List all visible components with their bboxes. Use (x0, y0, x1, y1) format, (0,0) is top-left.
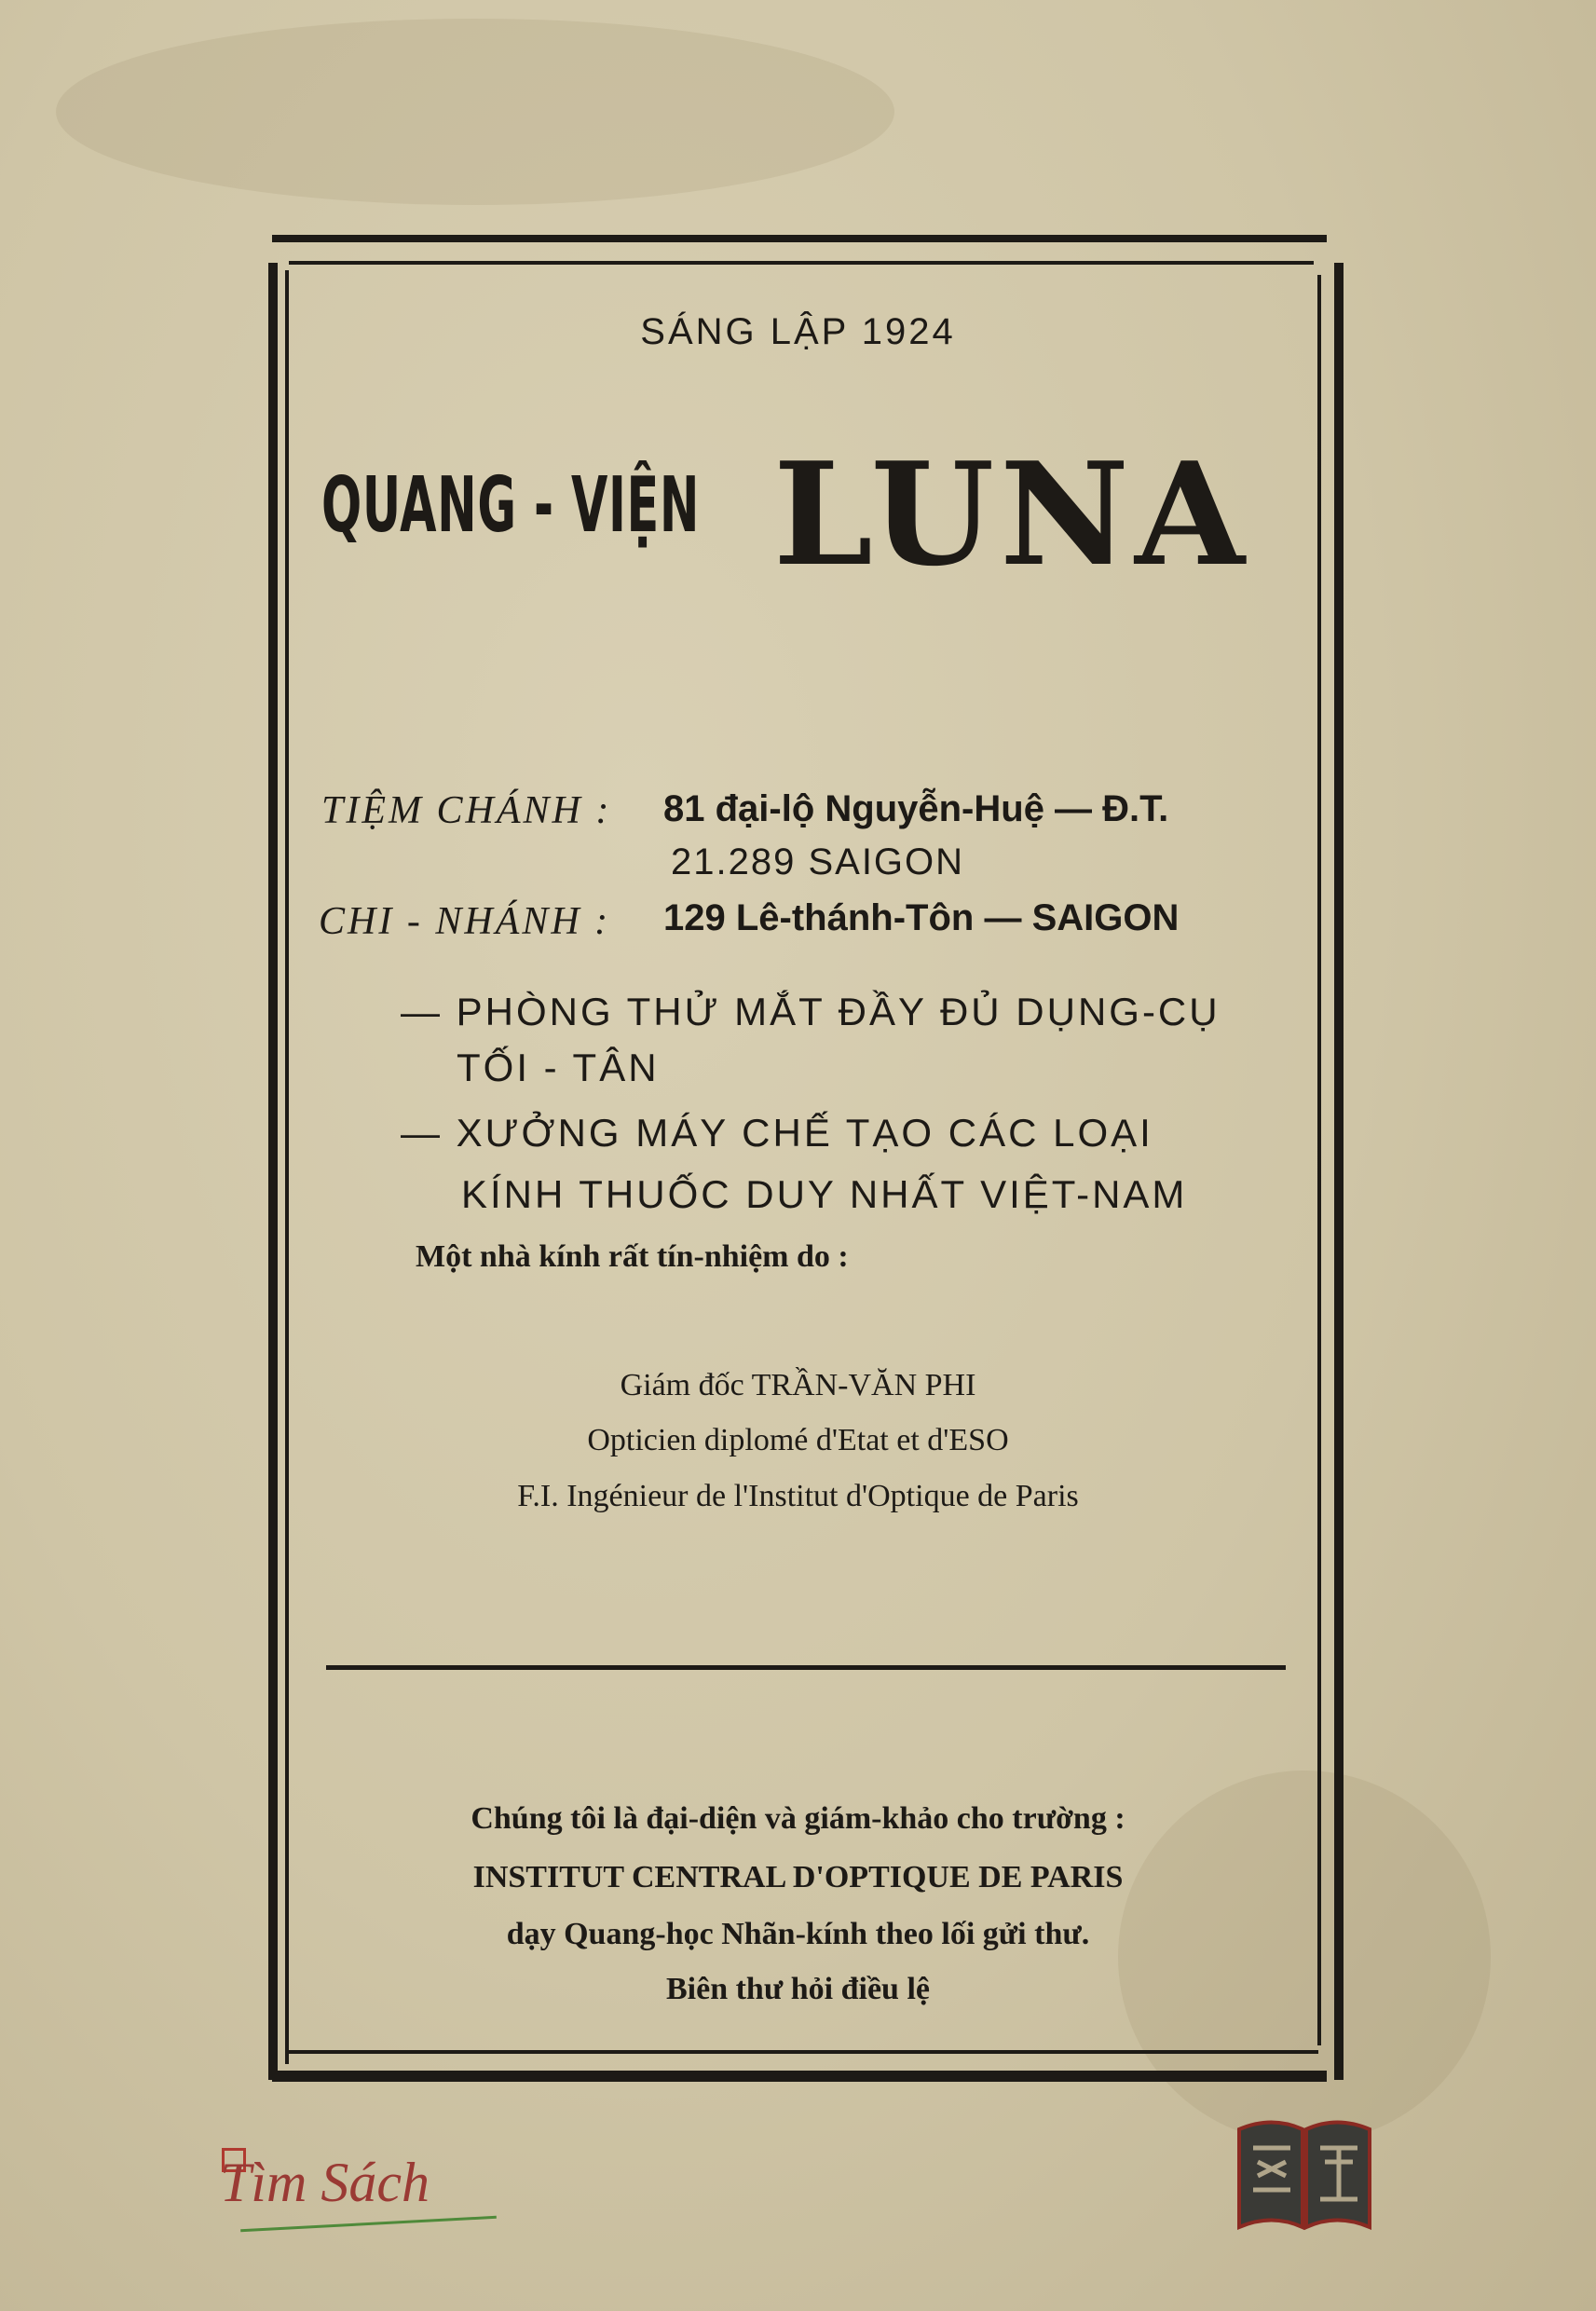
paper-stain (56, 19, 894, 205)
footer-line-2: INSTITUT CENTRAL D'OPTIQUE DE PARIS (472, 1860, 1124, 1894)
main-store-address-cont: 21.289 SAIGON (671, 841, 965, 882)
frame-left-inner-border (285, 270, 289, 2064)
watermark-underline (240, 2216, 497, 2232)
section-divider (326, 1665, 1286, 1670)
frame-right-inner-border (1317, 275, 1321, 2045)
service-item-2: — XƯỞNG MÁY CHẾ TẠO CÁC LOẠI (401, 1111, 1153, 1155)
branch-label: CHI - NHÁNH : (319, 900, 611, 943)
director-credential-1: Opticien diplomé d'Etat et d'ESO (587, 1423, 1009, 1457)
service-item-2-cont: KÍNH THUỐC DUY NHẤT VIỆT-NAM (461, 1172, 1188, 1216)
branch-address: 129 Lê-thánh-Tôn — SAIGON (663, 897, 1180, 938)
founded-year: SÁNG LẬP 1924 (640, 311, 956, 352)
director-credential-2: F.I. Ingénieur de l'Institut d'Optique de Paris (517, 1479, 1079, 1513)
footer-line-4: Biên thư hỏi điều lệ (665, 1972, 930, 2006)
brand-prefix: QUANG - VIỆN (321, 461, 701, 550)
frame-bottom-border (272, 2071, 1327, 2082)
frame-bottom-inner-border (289, 2050, 1318, 2054)
book-logo-icon (1235, 2106, 1374, 2236)
main-store-label: TIỆM CHÁNH : (321, 789, 612, 832)
main-store-address: 81 đại-lộ Nguyễn-Huệ — Đ.T. (663, 788, 1169, 829)
trust-line: Một nhà kính rất tín-nhiệm do : (416, 1239, 849, 1274)
frame-top-border (272, 235, 1327, 242)
service-item-1-cont: TỐI - TÂN (457, 1046, 660, 1089)
service-item-1: — PHÒNG THỬ MẮT ĐẦY ĐỦ DỤNG-CỤ (401, 990, 1221, 1033)
brand-name: LUNA (773, 431, 1250, 597)
frame-top-inner-border (289, 261, 1314, 265)
watermark-timsach: Tìm Sách (220, 2152, 430, 2213)
footer-line-3: dạy Quang-học Nhãn-kính theo lối gửi thư. (506, 1917, 1090, 1951)
director-name: Giám đốc TRẦN-VĂN PHI (620, 1368, 976, 1402)
footer-line-1: Chúng tôi là đại-diện và giám-khảo cho trường : (471, 1801, 1125, 1836)
